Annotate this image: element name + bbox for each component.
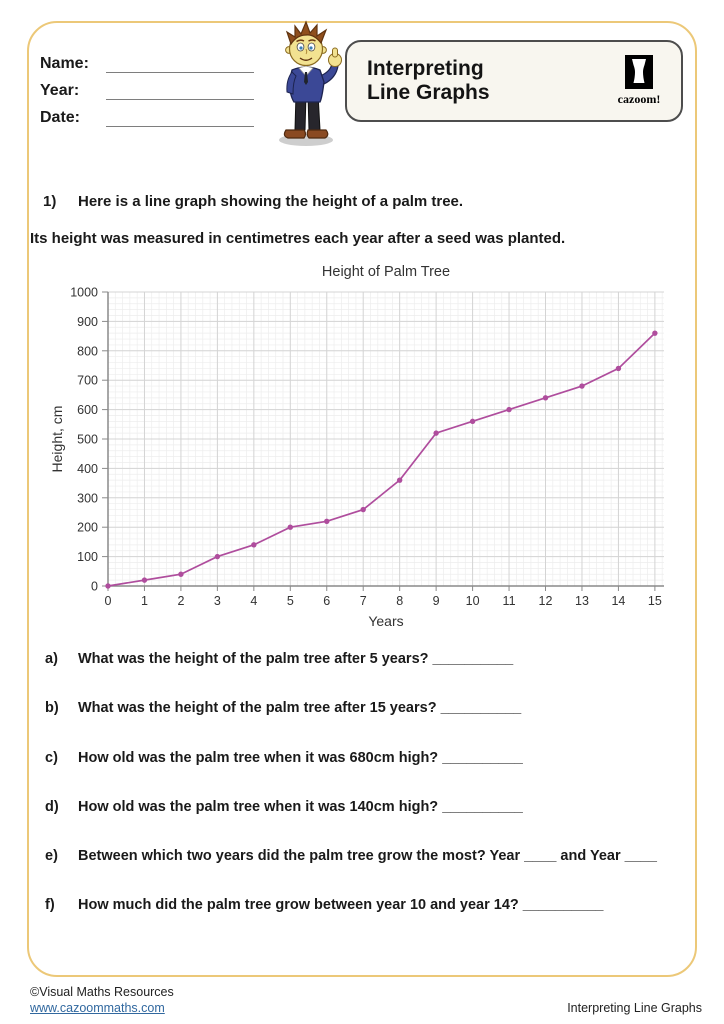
line-chart-svg — [28, 256, 698, 634]
data-line — [108, 333, 655, 586]
question-letter: c) — [45, 749, 58, 766]
question-row-c — [45, 750, 695, 799]
footer-website-link[interactable]: www.cazoommaths.com — [30, 1001, 165, 1015]
x-tick-label: 8 — [396, 594, 404, 608]
name-blank-line — [106, 56, 254, 73]
x-tick-label: 13 — [575, 594, 589, 608]
cazoom-logo-text: cazoom! — [617, 92, 661, 106]
date-blank-line — [106, 110, 254, 127]
y-tick-label: 300 — [77, 491, 98, 506]
worksheet-title-line2: Line Graphs — [367, 81, 490, 104]
cartoon-boy-illustration — [262, 18, 350, 148]
question-letter: d) — [45, 798, 59, 815]
date-field-row — [40, 100, 254, 127]
x-axis-label: Years — [368, 613, 404, 629]
question-list — [45, 651, 695, 947]
x-tick-label: 3 — [213, 594, 221, 608]
y-tick-label: 600 — [77, 403, 98, 418]
question-text: How much did the palm tree grow between year 10 and year 14? __________ — [78, 897, 604, 914]
y-tick-label: 900 — [77, 314, 98, 329]
question-text: How old was the palm tree when it was 680cm high? __________ — [78, 749, 523, 766]
data-point — [288, 525, 293, 530]
question-number: 1) — [43, 193, 57, 210]
question-letter: f) — [45, 897, 55, 914]
data-point — [433, 430, 438, 435]
question-letter: e) — [45, 848, 58, 865]
question-row-f — [45, 897, 695, 946]
x-tick-label: 2 — [177, 594, 185, 608]
data-point — [215, 554, 220, 559]
footer-worksheet-name: Interpreting Line Graphs — [567, 1001, 702, 1015]
question-letter: a) — [45, 651, 58, 667]
date-label: Date: — [40, 109, 81, 126]
x-tick-label: 1 — [140, 594, 148, 608]
y-tick-label: 100 — [77, 550, 98, 565]
year-field-row — [40, 73, 254, 100]
question-row-a — [45, 651, 695, 700]
x-tick-label: 11 — [502, 594, 516, 608]
data-point — [470, 419, 475, 424]
y-tick-label: 400 — [77, 461, 98, 476]
name-label: Name: — [40, 55, 89, 72]
data-point — [251, 542, 256, 547]
cazoom-logo — [607, 55, 671, 107]
data-point — [579, 383, 584, 388]
cartoon-boy-mascot — [262, 18, 350, 148]
x-tick-label: 6 — [323, 594, 331, 608]
x-tick-label: 5 — [286, 594, 294, 608]
question-letter: b) — [45, 700, 59, 717]
x-tick-label: 9 — [432, 594, 440, 608]
question-row-d — [45, 799, 695, 848]
x-tick-label: 7 — [359, 594, 367, 608]
data-point — [324, 519, 329, 524]
data-point — [652, 330, 657, 335]
name-field-row — [40, 46, 254, 73]
x-tick-label: 0 — [104, 594, 112, 608]
palm-tree-line-chart — [28, 256, 698, 634]
question-text: What was the height of the palm tree after 15 years? __________ — [78, 700, 522, 717]
data-point — [397, 477, 402, 482]
x-tick-label: 12 — [538, 594, 553, 608]
data-point — [361, 507, 366, 512]
y-tick-label: 500 — [77, 432, 98, 447]
data-point — [178, 572, 183, 577]
x-tick-label: 15 — [647, 594, 662, 608]
x-tick-label: 10 — [465, 594, 480, 608]
question-text: What was the height of the palm tree after 5 years? __________ — [78, 651, 514, 667]
worksheet-title — [347, 57, 607, 105]
question-intro-line2: Its height was measured in centimetres each year after a seed was planted. — [30, 230, 566, 247]
data-point — [506, 407, 511, 412]
data-point — [142, 577, 147, 582]
data-point — [543, 395, 548, 400]
worksheet-title-line1: Interpreting — [367, 57, 484, 80]
footer-copyright: ©Visual Maths Resources — [30, 985, 174, 999]
intro-text-1: Here is a line graph showing the height of a palm tree. — [78, 193, 464, 210]
data-point — [105, 583, 110, 588]
data-point — [616, 366, 621, 371]
y-tick-label: 800 — [77, 344, 98, 359]
cazoom-logo-icon — [625, 55, 653, 89]
y-tick-label: 700 — [77, 373, 98, 388]
x-tick-label: 4 — [250, 594, 258, 608]
y-tick-label: 200 — [77, 520, 98, 535]
question-text: Between which two years did the palm tree grow the most? Year ____ and Year ____ — [78, 848, 657, 865]
year-blank-line — [106, 83, 254, 100]
chart-title: Height of Palm Tree — [321, 264, 451, 280]
question-row-b — [45, 700, 695, 749]
y-tick-label: 0 — [91, 579, 98, 594]
student-id-fields — [40, 46, 254, 127]
question-text: How old was the palm tree when it was 140cm high? __________ — [78, 798, 523, 815]
question-intro-line1 — [43, 193, 463, 210]
worksheet-title-box — [345, 40, 683, 122]
x-tick-label: 14 — [611, 594, 626, 608]
question-row-e — [45, 848, 695, 897]
y-axis-label: Height, cm — [49, 405, 65, 473]
year-label: Year: — [40, 82, 80, 99]
y-tick-label: 1000 — [70, 285, 98, 300]
